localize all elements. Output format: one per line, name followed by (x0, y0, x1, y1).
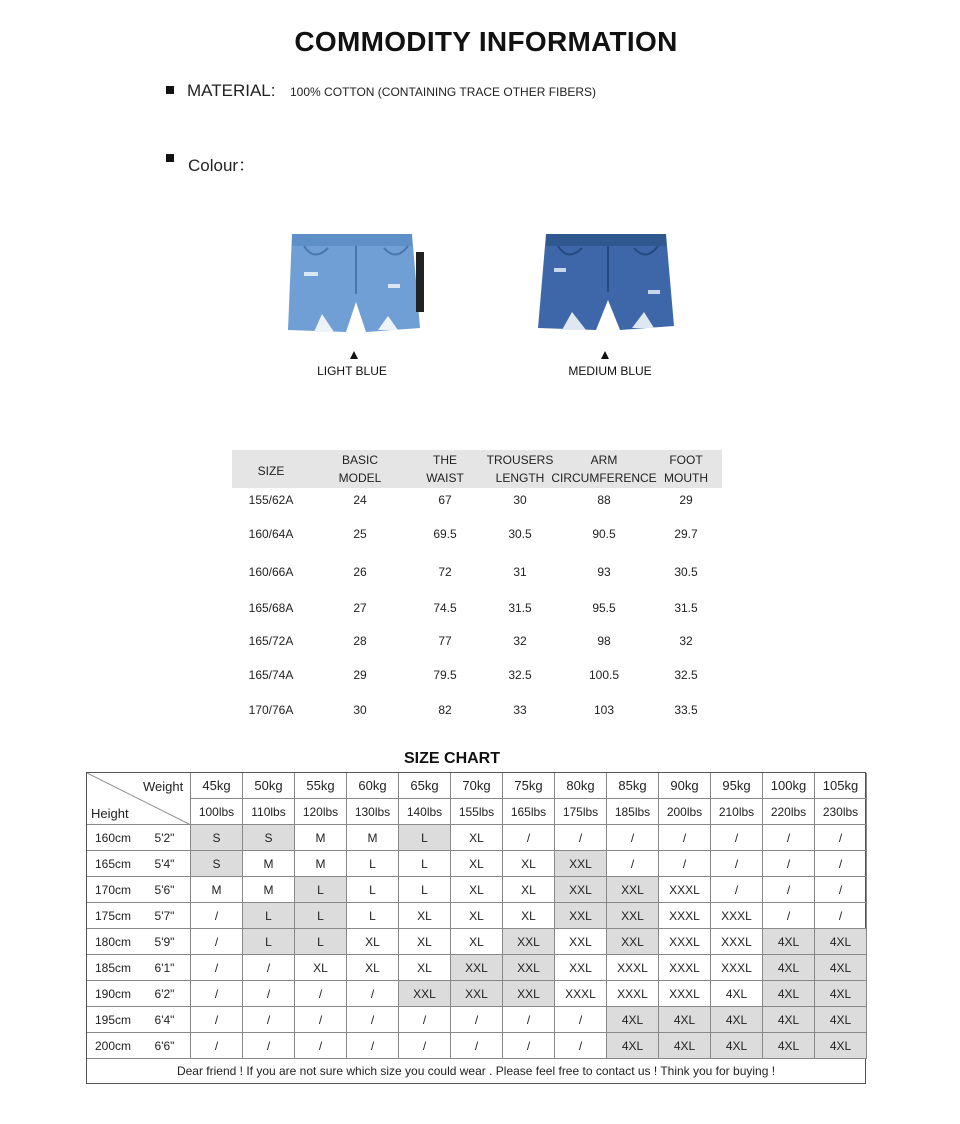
size-cell: / (191, 929, 243, 955)
size-cell: XL (503, 877, 555, 903)
weight-kg-header: 95kg (711, 773, 763, 799)
size-cell: L (347, 903, 399, 929)
size-cell: L (399, 877, 451, 903)
size-cell: 4XL (815, 955, 867, 981)
size-cell: XXL (607, 877, 659, 903)
weight-lbs-header: 210lbs (711, 799, 763, 825)
measurement-cell: 88 (597, 493, 611, 507)
size-cell: / (555, 825, 607, 851)
size-cell: S (191, 851, 243, 877)
size-cell: L (243, 929, 295, 955)
weight-lbs-header: 230lbs (815, 799, 867, 825)
measurement-cell: 30.5 (674, 565, 698, 579)
size-cell: / (815, 903, 867, 929)
measurement-cell: 32.5 (674, 668, 698, 682)
size-cell: XXL (399, 981, 451, 1007)
size-cell: L (347, 877, 399, 903)
size-cell: XL (503, 903, 555, 929)
size-cell: XXL (607, 929, 659, 955)
size-cell: / (503, 1033, 555, 1059)
measurement-cell: 72 (438, 565, 452, 579)
size-cell: XXXL (659, 877, 711, 903)
size-cell: XXL (503, 981, 555, 1007)
size-cell: / (763, 825, 815, 851)
height-cm-cell: 170cm (87, 877, 139, 903)
weight-axis-label: Weight (143, 779, 184, 794)
height-ft-cell: 5'9" (139, 929, 191, 955)
size-cell: / (815, 877, 867, 903)
size-cell: L (243, 903, 295, 929)
measurement-cell: 165/74A (248, 668, 294, 682)
measurement-cell: 165/68A (248, 601, 294, 615)
size-cell: L (347, 851, 399, 877)
weight-lbs-header: 200lbs (659, 799, 711, 825)
size-cell: XL (347, 955, 399, 981)
measurement-cell: 77 (438, 634, 452, 648)
size-cell: 4XL (763, 1033, 815, 1059)
size-cell: XXXL (659, 955, 711, 981)
measurement-cell: 79.5 (433, 668, 457, 682)
size-cell: / (711, 825, 763, 851)
measurement-header: TROUSERS (486, 453, 554, 467)
size-cell: / (191, 903, 243, 929)
height-ft-cell: 6'2" (139, 981, 191, 1007)
size-cell: S (243, 825, 295, 851)
weight-kg-header: 45kg (191, 773, 243, 799)
measurement-cell: 32.5 (508, 668, 532, 682)
height-cm-cell: 180cm (87, 929, 139, 955)
size-cell: XXL (555, 929, 607, 955)
size-cell: XXXL (607, 981, 659, 1007)
size-cell: / (763, 851, 815, 877)
measurement-header: WAIST (426, 471, 464, 485)
weight-lbs-header: 110lbs (243, 799, 295, 825)
size-cell: M (347, 825, 399, 851)
height-ft-cell: 5'4" (139, 851, 191, 877)
size-cell: 4XL (607, 1007, 659, 1033)
height-cm-cell: 190cm (87, 981, 139, 1007)
material-label: MATERIAL: (187, 81, 276, 100)
size-chart-title: SIZE CHART (404, 750, 500, 767)
size-cell: / (295, 1033, 347, 1059)
weight-lbs-header: 130lbs (347, 799, 399, 825)
weight-kg-header: 50kg (243, 773, 295, 799)
size-cell: / (243, 955, 295, 981)
size-cell: XL (451, 825, 503, 851)
measurement-cell: 30.5 (508, 527, 532, 541)
size-cell: / (399, 1033, 451, 1059)
size-cell: / (347, 1033, 399, 1059)
light-blue-shorts-image[interactable] (284, 232, 428, 336)
height-axis-label: Height (91, 806, 129, 821)
weight-kg-header: 80kg (555, 773, 607, 799)
colour-bullet-icon (166, 154, 174, 162)
colour-label: Colour： (188, 156, 256, 175)
size-cell: / (711, 851, 763, 877)
measurement-cell: 29 (679, 493, 693, 507)
measurement-header: BASIC (341, 453, 378, 467)
measurement-cell: 98 (597, 634, 611, 648)
weight-kg-header: 90kg (659, 773, 711, 799)
measurement-cell: 31 (513, 565, 527, 579)
size-cell: 4XL (607, 1033, 659, 1059)
size-cell: / (295, 981, 347, 1007)
size-cell: / (659, 851, 711, 877)
measurement-header: FOOT (669, 453, 703, 467)
medium-blue-shorts-image[interactable] (536, 232, 680, 336)
measurement-cell: 165/72A (248, 634, 294, 648)
measurement-cell: 32 (513, 634, 527, 648)
size-cell: / (243, 1033, 295, 1059)
height-cm-cell: 195cm (87, 1007, 139, 1033)
size-cell: 4XL (711, 981, 763, 1007)
size-cell: 4XL (763, 1007, 815, 1033)
measurement-header: THE (433, 453, 457, 467)
size-cell: L (399, 825, 451, 851)
size-cell: 4XL (815, 1007, 867, 1033)
measurement-cell: 170/76A (248, 703, 294, 717)
measurement-header: CIRCUMFERENCE (551, 471, 657, 485)
measurement-header: MOUTH (664, 471, 708, 485)
weight-lbs-header: 140lbs (399, 799, 451, 825)
height-ft-cell: 6'6" (139, 1033, 191, 1059)
size-cell: XL (451, 877, 503, 903)
size-cell: / (191, 1033, 243, 1059)
measurement-cell: 74.5 (433, 601, 457, 615)
size-cell: XXL (503, 955, 555, 981)
size-cell: XL (399, 929, 451, 955)
measurement-header: ARM (590, 453, 618, 467)
measurement-cell: 33.5 (674, 703, 698, 717)
size-cell: / (347, 1007, 399, 1033)
height-ft-cell: 6'4" (139, 1007, 191, 1033)
size-cell: / (607, 851, 659, 877)
measurement-cell: 29.7 (674, 527, 698, 541)
material-bullet-icon (166, 86, 174, 94)
measurement-cell: 69.5 (433, 527, 457, 541)
weight-lbs-header: 175lbs (555, 799, 607, 825)
size-cell: XXXL (711, 955, 763, 981)
size-cell: / (503, 1007, 555, 1033)
size-cell: 4XL (815, 981, 867, 1007)
measurement-cell: 30 (353, 703, 367, 717)
height-cm-cell: 165cm (87, 851, 139, 877)
size-cell: XL (295, 955, 347, 981)
size-cell: L (295, 877, 347, 903)
size-cell: / (815, 825, 867, 851)
size-cell: 4XL (659, 1033, 711, 1059)
measurement-cell: 25 (353, 527, 367, 541)
size-cell: / (191, 1007, 243, 1033)
size-cell: XXL (451, 981, 503, 1007)
size-cell: / (191, 981, 243, 1007)
size-chart-footer-note: Dear friend ! If you are not sure which size you could wear . Please feel free to contact us ! Think you for buying ! (176, 1064, 776, 1078)
size-cell: XL (451, 903, 503, 929)
size-cell: / (191, 955, 243, 981)
size-cell: / (763, 903, 815, 929)
measurement-cell: 27 (353, 601, 367, 615)
size-cell: / (347, 981, 399, 1007)
measurement-cell: 32 (679, 634, 693, 648)
measurement-cell: 29 (353, 668, 367, 682)
size-cell: 4XL (815, 1033, 867, 1059)
measurement-cell: 95.5 (592, 601, 616, 615)
measurement-cell: 93 (597, 565, 611, 579)
size-cell: XXXL (711, 903, 763, 929)
measurement-header: SIZE (257, 464, 285, 478)
size-cell: XXL (451, 955, 503, 981)
measurement-cell: 160/66A (248, 565, 294, 579)
size-cell: / (503, 825, 555, 851)
size-cell: XL (503, 851, 555, 877)
measurement-cell: 31.5 (508, 601, 532, 615)
size-cell: 4XL (815, 929, 867, 955)
weight-lbs-header: 185lbs (607, 799, 659, 825)
size-cell: M (295, 825, 347, 851)
size-cell: XXXL (607, 955, 659, 981)
height-cm-cell: 175cm (87, 903, 139, 929)
measurement-cell: 33 (513, 703, 527, 717)
measurement-header: MODEL (338, 471, 382, 485)
size-cell: XXL (555, 903, 607, 929)
size-cell: 4XL (659, 1007, 711, 1033)
measurement-header: LENGTH (495, 471, 545, 485)
weight-kg-header: 85kg (607, 773, 659, 799)
weight-kg-header: 60kg (347, 773, 399, 799)
measurement-cell: 67 (438, 493, 452, 507)
size-cell: XXL (555, 877, 607, 903)
weight-kg-header: 70kg (451, 773, 503, 799)
measurement-cell: 100.5 (588, 668, 620, 682)
size-cell: L (295, 903, 347, 929)
height-cm-cell: 200cm (87, 1033, 139, 1059)
size-cell: 4XL (763, 955, 815, 981)
size-cell: / (451, 1007, 503, 1033)
size-cell: XXL (555, 955, 607, 981)
measurement-cell: 160/64A (248, 527, 294, 541)
weight-lbs-header: 120lbs (295, 799, 347, 825)
light-blue-arrow-icon (350, 351, 358, 359)
measurement-cell: 28 (353, 634, 367, 648)
height-cm-cell: 160cm (87, 825, 139, 851)
size-cell: / (763, 877, 815, 903)
height-ft-cell: 5'6" (139, 877, 191, 903)
size-cell: XXXL (659, 929, 711, 955)
size-cell: XXL (555, 851, 607, 877)
weight-lbs-header: 165lbs (503, 799, 555, 825)
measurement-cell: 24 (353, 493, 367, 507)
size-cell: M (191, 877, 243, 903)
size-cell: XL (399, 955, 451, 981)
height-ft-cell: 5'2" (139, 825, 191, 851)
weight-kg-header: 75kg (503, 773, 555, 799)
size-cell: / (555, 1007, 607, 1033)
height-ft-cell: 5'7" (139, 903, 191, 929)
measurement-cell: 155/62A (248, 493, 294, 507)
measurement-cell: 103 (593, 703, 615, 717)
light-blue-label: LIGHT BLUE (317, 364, 387, 378)
medium-blue-label: MEDIUM BLUE (568, 364, 652, 378)
size-cell: / (295, 1007, 347, 1033)
size-cell: M (243, 877, 295, 903)
height-cm-cell: 185cm (87, 955, 139, 981)
medium-blue-arrow-icon (601, 351, 609, 359)
weight-kg-header: 65kg (399, 773, 451, 799)
size-cell: / (243, 981, 295, 1007)
size-cell: 4XL (711, 1033, 763, 1059)
size-cell: S (191, 825, 243, 851)
size-cell: XXXL (555, 981, 607, 1007)
weight-kg-header: 100kg (763, 773, 815, 799)
size-cell: / (555, 1033, 607, 1059)
measurement-cell: 31.5 (674, 601, 698, 615)
weight-lbs-header: 220lbs (763, 799, 815, 825)
size-cell: L (295, 929, 347, 955)
page-title: COMMODITY INFORMATION (294, 26, 678, 57)
size-cell: L (399, 851, 451, 877)
size-cell: XXL (503, 929, 555, 955)
measurement-cell: 30 (513, 493, 527, 507)
size-cell: XL (399, 903, 451, 929)
weight-lbs-header: 100lbs (191, 799, 243, 825)
measurement-cell: 90.5 (592, 527, 616, 541)
weight-kg-header: 105kg (815, 773, 867, 799)
size-cell: XXXL (711, 929, 763, 955)
size-cell: 4XL (763, 929, 815, 955)
measurement-cell: 82 (438, 703, 452, 717)
size-cell: XL (451, 929, 503, 955)
size-cell: M (243, 851, 295, 877)
weight-kg-header: 55kg (295, 773, 347, 799)
size-chart-grid (86, 772, 866, 1084)
size-cell: 4XL (711, 1007, 763, 1033)
size-cell: XL (347, 929, 399, 955)
height-ft-cell: 6'1" (139, 955, 191, 981)
measurement-cell: 26 (353, 565, 367, 579)
size-cell: / (711, 877, 763, 903)
weight-lbs-header: 155lbs (451, 799, 503, 825)
size-cell: / (451, 1033, 503, 1059)
size-cell: / (607, 825, 659, 851)
size-cell: 4XL (763, 981, 815, 1007)
size-cell: M (295, 851, 347, 877)
size-cell: / (399, 1007, 451, 1033)
size-cell: XL (451, 851, 503, 877)
size-cell: XXL (607, 903, 659, 929)
material-value: 100% COTTON (CONTAINING TRACE OTHER FIBERS) (290, 85, 597, 99)
size-cell: XXXL (659, 903, 711, 929)
size-cell: / (243, 1007, 295, 1033)
size-cell: XXXL (659, 981, 711, 1007)
size-cell: / (815, 851, 867, 877)
size-cell: / (659, 825, 711, 851)
